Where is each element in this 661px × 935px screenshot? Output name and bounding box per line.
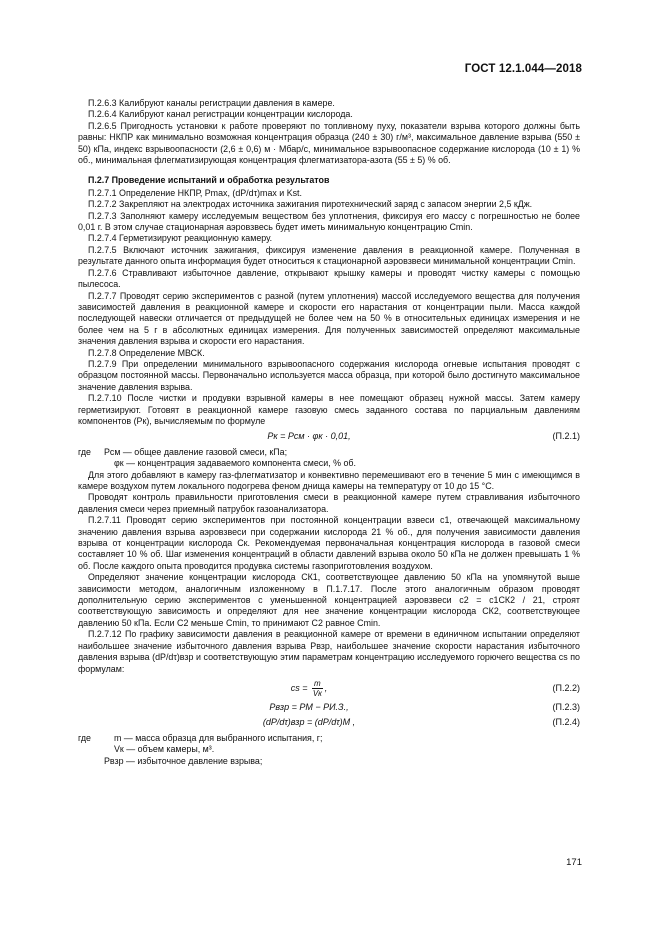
where-definition: φк — концентрация задаваемого компонента смеси, % об. [114,458,356,469]
formula-p2-2 [78,679,580,698]
formula-expression: Pвзр = PМ − PИ.З., [269,701,349,712]
where-definition: m — масса образца для выбранного испытания, г; [114,732,323,743]
paragraph: П.2.7.12 По графику зависимости давления в реакционной камере от времени в единичном испытании определяют наибольшее значение избыточного давления взрыва Pвзр, наибольшее значение скорости нарастания избыточного давления взрыва (dP/dτ)взр и соответствующую этим параметрам концентрацию исследуемого горючего вещества cs по формулам: [78,629,580,674]
paragraph: П.2.7.9 При определении минимального взрывоопасного содержания кислорода огневые испытания проводят с образцом постоянной массы. Первоначально используется масса образца, при которой было достигнуто максимальное значение давления взрыва. [78,358,580,392]
formula-number: (П.2.4) [552,717,580,728]
where-line [78,756,580,767]
formula-expression: (dP/dτ)взр = (dP/dτ)М , [262,717,356,728]
paragraph: П.2.7.11 Проводят серию экспериментов при постоянной концентрации взвеси c1, отвечающей максимальному значению давления взрыва аэровзвеси при содержании кислорода 21 % об., для получения зависимости давления взрыва от концентрации кислорода Cк. Рекомендуемая первоначальная концентрация кислорода в газовой смеси составляет 10 % об. Шаг изменения концентраций в области давлений взрыва около 50 кПа не должен превышать 1 % об. После каждого опыта проводится продувка системы газоприготовления воздухом. [78,515,580,571]
paragraph: П.2.7.1 Определение НКПР, Pmax, (dP/dτ)max и Kst. [88,187,302,198]
paragraph: П.2.7.5 Включают источник зажигания, фиксируя изменение давления в реакционной камере. Полученная в результате данного опыта информация будет относиться к стационарной аэровзвеси минимальной концентрации Cmin. [78,244,580,267]
document-body [78,98,580,767]
where-lead [78,458,104,469]
standard-header: ГОСТ 12.1.044—2018 [464,63,582,75]
fraction-denominator: Vк [312,688,322,698]
where-definition: Vк — объем камеры, м³. [114,744,215,755]
fraction-numerator: m [314,678,321,688]
section-heading: П.2.7 Проведение испытаний и обработка результатов [88,175,330,186]
formula-number: (П.2.3) [552,701,580,712]
formula-number: (П.2.1) [552,431,580,442]
where-lead [78,744,104,755]
where-line [78,733,580,744]
paragraph: Для этого добавляют в камеру газ-флегматизатор и конвективно перемешивают его в течение 5 мин с имеющимся в камере воздухом путем локального подогрева феном днища камеры на температуру от 10 до 15 °С. [78,469,580,491]
where-line [78,447,580,458]
formula-number: (П.2.2) [552,682,580,693]
paragraph: Определяют значение концентрации кислорода CК1, соответствующее давлению 50 кПа на упомянутой выше зависимости методом, аналогичным изложенному в П.1.7.17. После этого аналогичным образом проводят дополнительную серию экспериментов с уменьшенной концентрацией аэровзвеси c2 = c1CК2 / 21, строят соответствующую зависимость и определяют для нее значение концентрации кислорода CК2, соответствующее давлению 50 кПа. Если C2 меньше Cmin, то принимают C2 равное Cmin. [78,572,580,628]
where-definition: Pвзр — избыточное давление взрыва; [104,755,263,766]
fraction [312,679,323,698]
formula-p2-3 [78,702,580,713]
paragraph: П.2.7.6 Стравливают избыточное давление, открывают крышку камеры и проводят чистку камеры с помощью пылесоса. [78,267,580,290]
formula-p2-1 [78,431,580,442]
where-line [78,458,580,469]
paragraph: П.2.6.4 Калибруют канал регистрации концентрации кислорода. [88,109,353,120]
formula-expression: Pк = Pсм · φк · 0,01, [267,431,351,442]
where-lead: где [78,732,91,743]
formula-expression [78,679,540,698]
formula-tail: , [324,682,328,693]
where-lead [78,756,104,767]
paragraph: П.2.7.10 После чистки и продувки взрывной камеры в нее помещают образец нужной массы. Затем камеру герметизируют. Готовят в реакционной камере газовую смесь заданного состава по парциальным давлениям компонентов (Pк), вычисляемым по формуле [78,393,580,426]
where-lead: где [78,446,91,457]
where-line [78,744,580,755]
paragraph: П.2.7.4 Герметизируют реакционную камеру. [88,233,273,244]
paragraph: Проводят контроль правильности приготовления смеси в реакционной камере путем стравливания избыточного давления смеси через приемный патрубок газоанализатора. [78,492,580,514]
formula-lhs: cs = [290,682,308,693]
paragraph: П.2.7.8 Определение МВСК. [88,347,205,358]
paragraph: П.2.7.7 Проводят серию экспериментов с разной (путем уплотнения) массой исследуемого вещества для получения зависимостей давления в реакционной камере и скорости его нарастания от концентрации пыли. Масса каждой последующей навески отличается от предыдущей не более чем на 50 % в относительных единицах измерения и не более чем на 5 г в абсолютных единицах измерения. Для полученных зависимостей определяют максимальные значения давления взрыва и скорости его нарастания. [78,290,580,347]
paragraph: П.2.6.3 Калибруют каналы регистрации давления в камере. [88,98,335,108]
paragraph: П.2.6.5 Пригодность установки к работе проверяют по топливному пуху, показатели взрыва которого должны быть равны: НКПР как минимально возможная концентрация образца (240 ± 30) г/м³, максимальное давление взрыва (550 ± 50) кПа, индекс взрывоопасности (2,6 ± 0,6) м · Мбар/с, минимальное взрывоопасное содержание кислорода (10 ± 1) % об., минимальная флегматизирующая концентрация флегматизатора-азота (55 ± 5) % об. [78,120,580,166]
paragraph: П.2.7.2 Закрепляют на электродах источника зажигания пиротехнический заряд с запасом энергии 2,5 кДж. [88,199,533,210]
paragraph: П.2.7.3 Заполняют камеру исследуемым веществом без уплотнения, фиксируя его массу с погрешностью не более 0,01 г. В этом случае стационарная аэровзвесь будет иметь минимальную концентрацию Cmin. [78,210,580,233]
where-definition: Pсм — общее давление газовой смеси, кПа; [104,446,288,457]
page-number: 171 [566,857,582,868]
formula-p2-4 [78,717,580,728]
